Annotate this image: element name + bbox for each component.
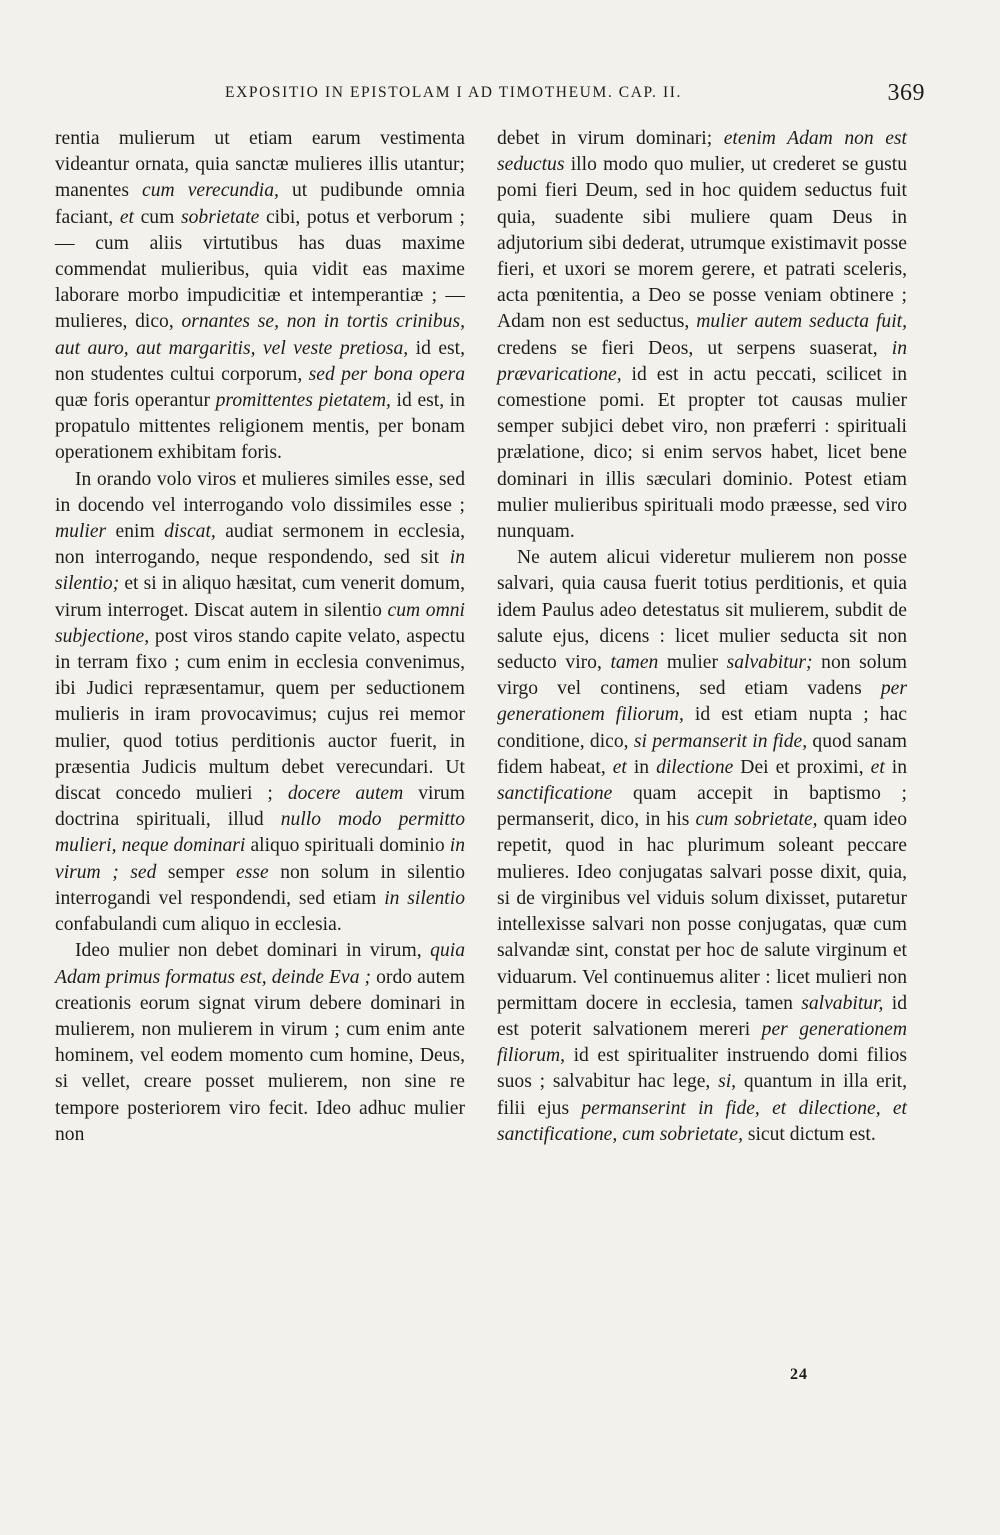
text-run: Ne autem alicui videretur mulierem non posse salvari, quia causa fuerit totius perditionis, et quia idem Paulus adeo detestatus sit mulierem, subdit de salute ejus, dicens : licet mulier seducta sit non seducto viro, <box>497 547 907 674</box>
paragraph <box>497 126 907 545</box>
text-run: audiat sermonem in ecclesia, non interrogando, neque respondendo, sed sit <box>55 521 465 569</box>
italic-text-run: in silentio; <box>55 547 465 595</box>
text-run: quæ foris operantur <box>55 390 216 412</box>
italic-text-run: sanctificatione <box>497 783 613 805</box>
italic-text-run: in prævaricatione, <box>497 337 907 385</box>
text-run: sicut dictum est. <box>742 1123 876 1145</box>
italic-text-run: nullo modo permitto mulieri, neque dominari <box>55 809 466 857</box>
text-run: post viros stando capite velato, aspectu in terram fixo ; cum enim in ecclesia convenimus, ibi Judici repræsentamur, quem per seductionem mulieris in iram provocavimus; cujus rei memor mulier, quod totius perditionis auctor fuerit, in præsentia Judicis multum debet verecundari. Ut discat concedo mulieri ; <box>55 625 465 805</box>
italic-text-run: per generationem filiorum, <box>497 1018 907 1067</box>
page-number: 369 <box>887 80 925 106</box>
text-run: debet in virum dominari; <box>497 128 724 149</box>
italic-text-run: si permanserit in fide, <box>633 730 808 752</box>
italic-text-run: permanserint in fide, et dilectione, et sanctificatione, cum sobrietate, <box>497 1097 907 1145</box>
text-run: non solum in silentio interrogandi vel respondendi, sed etiam <box>55 861 465 909</box>
text-run: enim <box>106 521 165 543</box>
text-run: id est, non studentes cultui corporum, <box>55 337 466 385</box>
italic-text-run: esse <box>236 861 269 883</box>
text-run: id est in actu peccati, scilicet in comestione pomi. Et propter tot causas mulier semper subjici debet viro, non præferri : spirituali prælatione, dico; si enim servos habet, licet bene dominari in illis sæculari dominio. Potest etiam mulier mulieribus spirituali modo præesse, sed viro nunquam. <box>497 363 907 543</box>
text-run: et si in aliquo hæsitat, cum venerit domum, virum interroget. Discat autem in silentio <box>55 573 465 621</box>
italic-text-run: sobrietate <box>180 206 260 228</box>
text-run: Ideo mulier non debet dominari in virum, <box>75 940 431 962</box>
text-run: aliquo spirituali dominio <box>245 835 450 857</box>
text-run: quantum in illa erit, filii ejus <box>497 1071 907 1119</box>
left-text-column <box>55 126 465 1148</box>
text-run: cum <box>133 206 181 228</box>
italic-text-run: promittentes pietatem, <box>215 390 391 412</box>
italic-text-run: etenim Adam non est seductus <box>497 128 907 176</box>
paragraph <box>55 467 465 939</box>
text-run: rentia mulierum ut etiam earum vestimenta videantur ornata, quia sanctæ mulieres illis utantur; manentes <box>55 128 465 202</box>
text-run: in <box>884 756 908 778</box>
italic-text-run: si, <box>718 1071 737 1093</box>
text-run: id est poterit salvationem mereri <box>497 992 907 1040</box>
italic-text-run: docere autem <box>287 783 404 805</box>
text-run: in <box>626 756 657 778</box>
italic-text-run: per generationem filiorum, <box>497 678 907 726</box>
text-run: credens se fieri Deos, ut serpens suaserat, <box>497 337 892 359</box>
italic-text-run: ornantes se, non in tortis crinibus, aut auro, aut margaritis, vel veste pretiosa, <box>55 311 465 359</box>
italic-text-run: in silentio <box>384 887 465 909</box>
text-run: In orando volo viros et mulieres similes esse, sed in docendo vel interrogando volo dissimiles esse ; <box>55 468 465 516</box>
italic-text-run: cum verecundia, <box>142 180 279 202</box>
text-run: ordo autem creationis eorum signat virum debere dominari in mulierem, non mulierem in virum ; cum enim ante hominem, vel eodem momento cum homine, Deus, si vellet, creare posset mulierem, non sine re tempore posteriorem viro fecit. Ideo adhuc mulier non <box>55 966 465 1145</box>
text-run: non solum virgo vel continens, sed etiam vadens <box>497 652 907 700</box>
text-run: id est etiam nupta ; hac conditione, dico, <box>497 704 907 752</box>
italic-text-run: tamen <box>610 652 659 674</box>
text-run: quam ideo repetit, quod in hac plurimum soleant peccare mulieres. Ideo conjugatas salvari posse dixit, quia, si de virginibus vel viduis solum dixisset, putaretur intellexisse salvari non posse conjugatas, quæ cum salvandæ sint, constat per hoc de salute virginum et viduarum. Vel continuemus aliter : licet mulieri non permittam docere in ecclesia, tamen <box>497 809 908 1014</box>
italic-text-run: et <box>612 756 627 778</box>
paragraph <box>55 126 465 467</box>
italic-text-run: mulier autem seducta fuit, <box>696 311 907 333</box>
paragraph <box>55 938 465 1148</box>
italic-text-run: salvabitur; <box>726 652 813 674</box>
italic-text-run: et <box>870 756 885 778</box>
paragraph <box>497 545 907 1148</box>
text-run: cibi, potus et verborum ; — cum aliis virtutibus has duas maxime commendat mulieribus, quia vidit eas maxime laborare morbo impudicitiæ et intemperantiæ ; — mulieres, dico, <box>55 206 465 333</box>
text-run: confabulandi cum aliquo in ecclesia. <box>55 914 342 936</box>
signature-mark: 24 <box>790 1366 808 1383</box>
italic-text-run: cum sobrietate, <box>695 809 818 831</box>
italic-text-run: mulier <box>55 521 107 543</box>
italic-text-run: quia Adam primus formatus est, deinde Eva ; <box>55 940 465 988</box>
italic-text-run: sed per bona opera <box>308 363 465 385</box>
text-run: virum doctrina spirituali, illud <box>55 783 466 831</box>
text-run: id est, in propatulo mittentes religionem mentis, per bonam operationem exhibitam foris. <box>55 390 466 464</box>
text-run: illo modo quo mulier, ut crederet se gustu pomi fieri Deum, sed in hoc quidem seductus fuit quia, suadente sibi muliere quam Deus in adjutorium sibi dederat, utrumque existimavit posse fieri, et uxori se morem gerere, et patrati sceleris, acta pœnitentia, a Deo se posse veniam obtinere ; Adam non est seductus, <box>497 154 907 333</box>
text-run: id est spiritualiter instruendo domi filios suos ; salvabitur hac lege, <box>497 1045 907 1093</box>
text-run: quod sanam fidem habeat, <box>497 730 907 778</box>
running-title: EXPOSITIO IN EPISTOLAM I AD TIMOTHEUM. CAP. II. <box>225 84 682 101</box>
italic-text-run: et <box>119 206 134 228</box>
italic-text-run: cum omni subjectione, <box>55 599 465 647</box>
text-run: Dei et proximi, <box>733 756 871 778</box>
italic-text-run: salvabitur, <box>801 992 884 1014</box>
text-run: quam accepit in baptismo ; permanserit, dico, in his <box>497 783 907 831</box>
page-header <box>225 80 925 114</box>
italic-text-run: in virum ; sed <box>55 835 465 883</box>
italic-text-run: discat, <box>164 521 216 543</box>
text-run: semper <box>156 861 237 883</box>
text-run: ut pudibunde omnia faciant, <box>55 180 465 228</box>
right-text-column <box>497 126 907 1148</box>
text-run: mulier <box>658 652 727 674</box>
italic-text-run: dilectione <box>656 756 734 778</box>
